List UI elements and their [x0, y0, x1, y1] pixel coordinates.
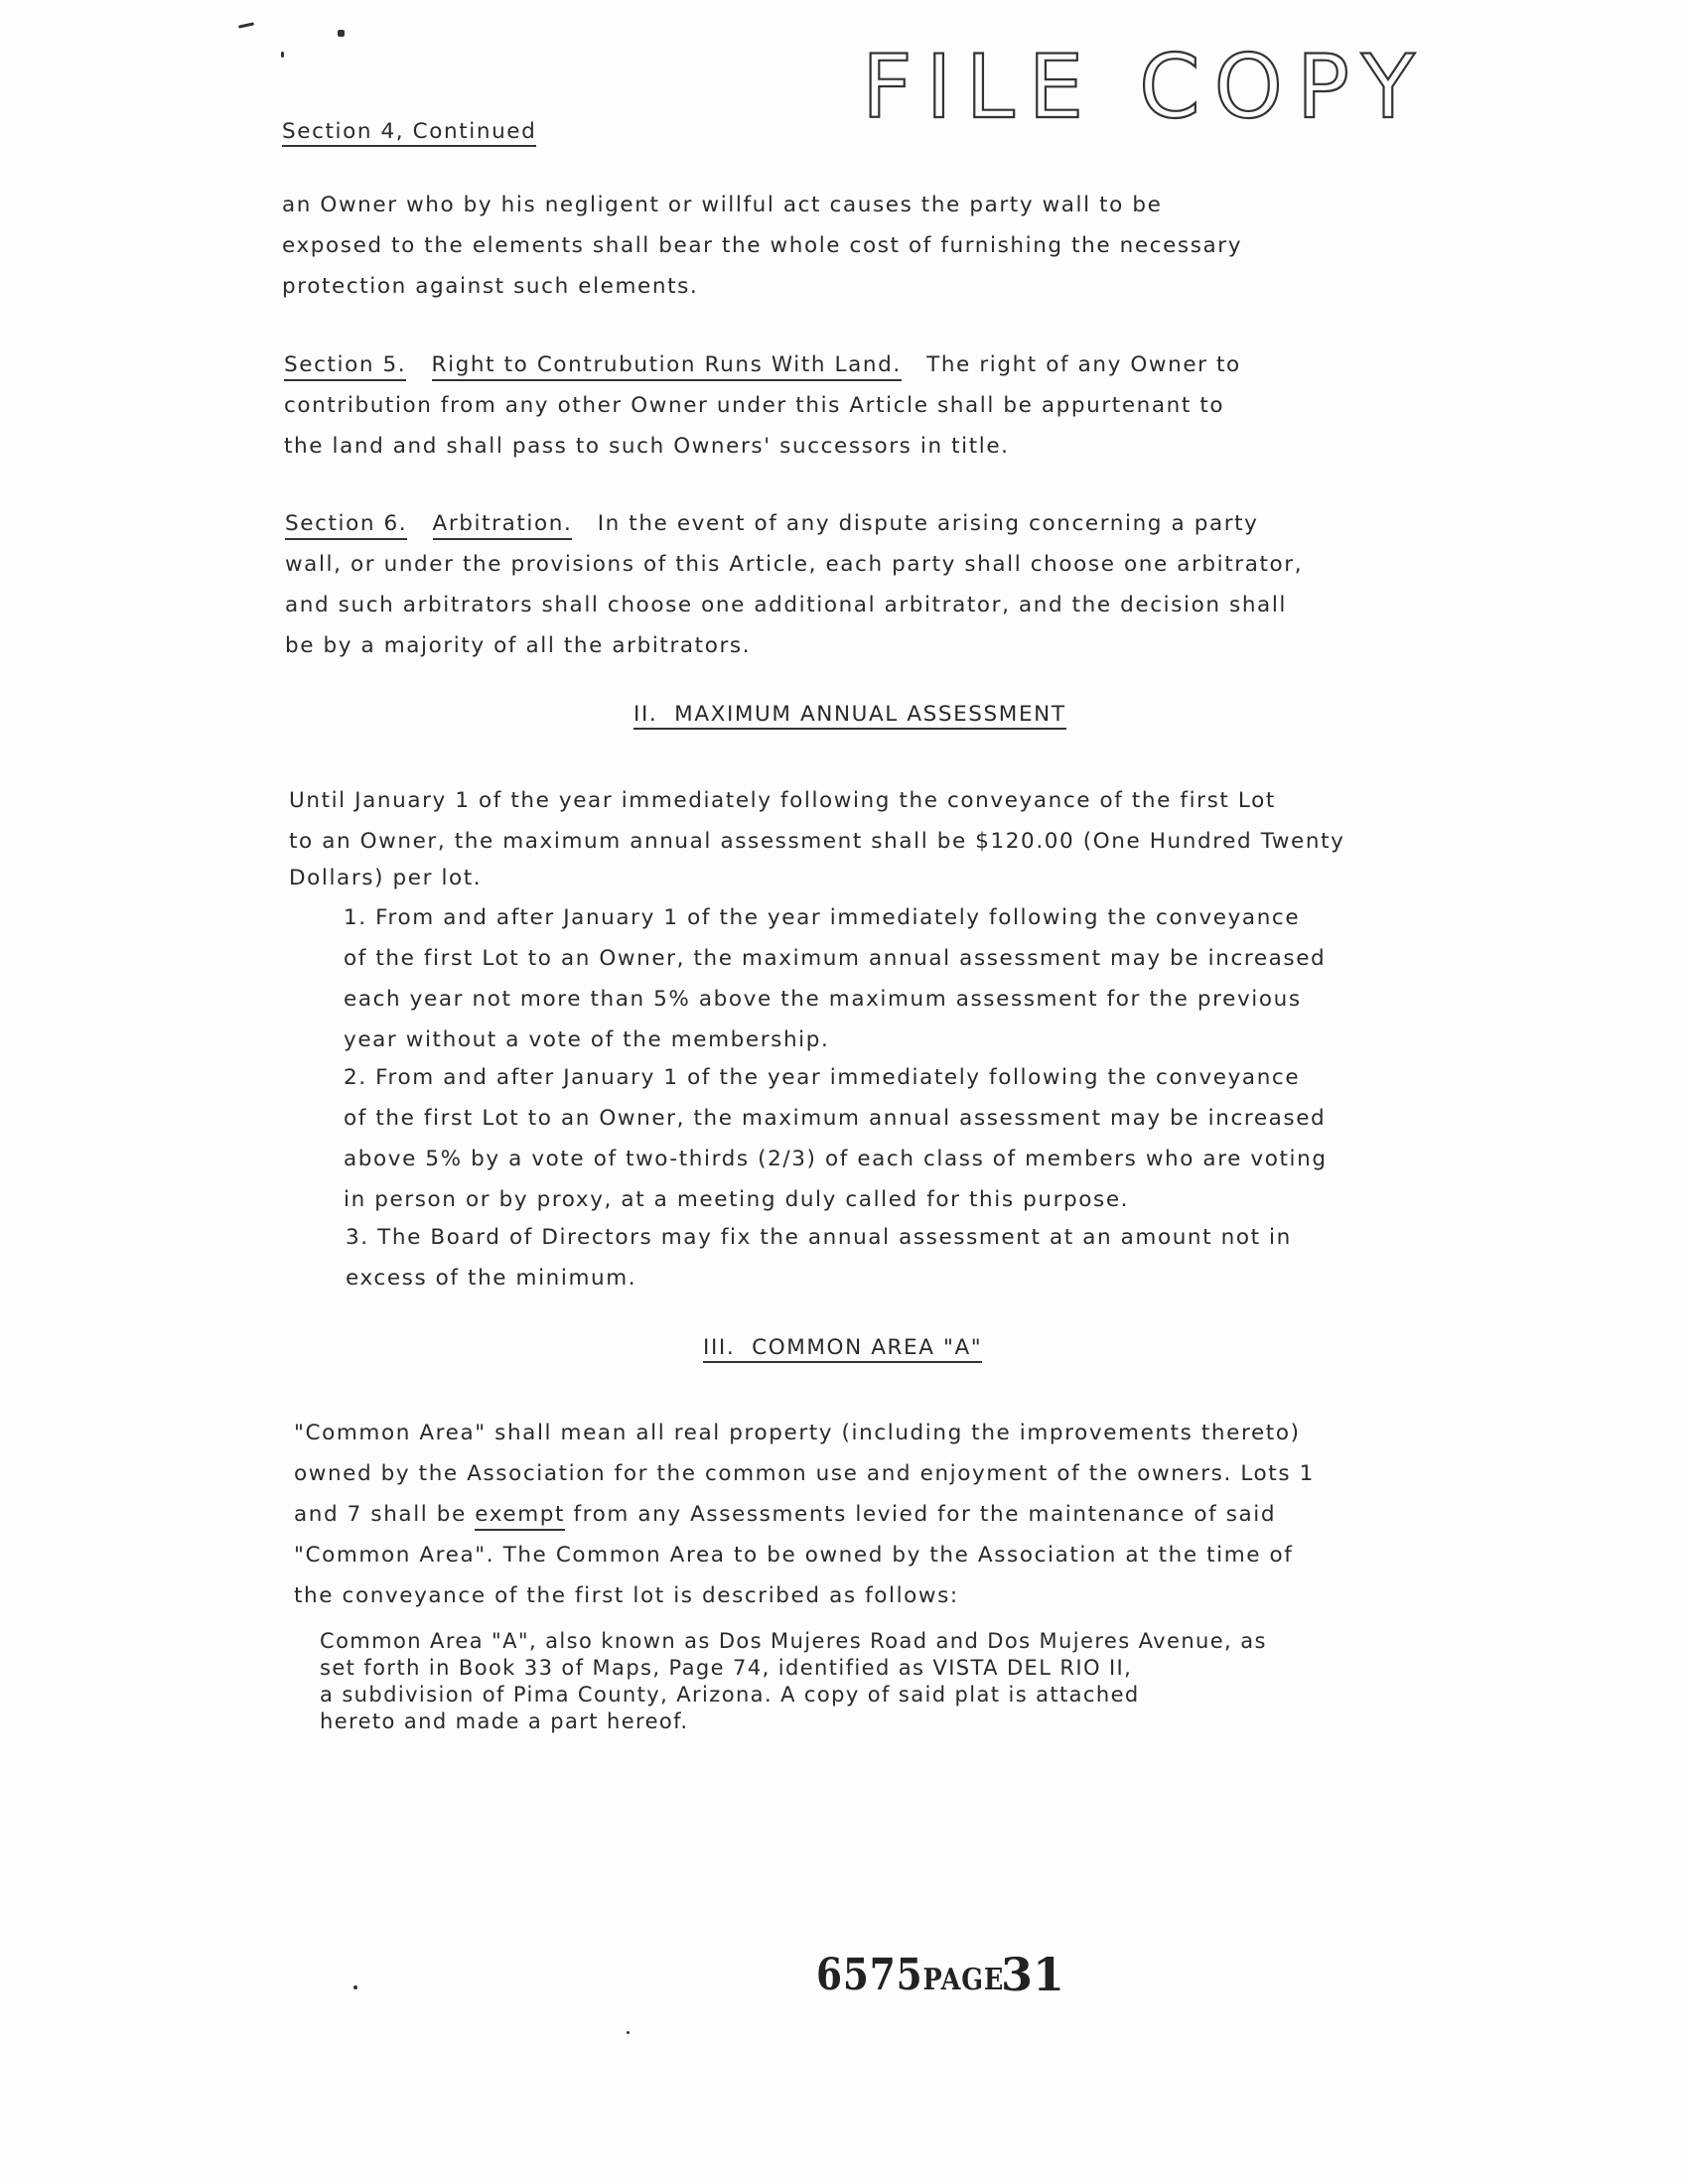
text-line: and 7 shall be	[294, 1502, 467, 1527]
text-line: the land and shall pass to such Owners' successors in title.	[284, 434, 1010, 459]
text-line: exposed to the elements shall bear the whole cost of furnishing the necessary	[282, 233, 1243, 258]
assessment-item-2	[344, 1057, 1328, 1220]
text-line: hereto and made a part hereof.	[320, 1709, 689, 1733]
text-line: above 5% by a vote of two-thirds (2/3) of each class of members who are voting	[344, 1147, 1328, 1171]
legal-description	[320, 1628, 1267, 1735]
text-line: each year not more than 5% above the maximum assessment for the previous	[344, 987, 1302, 1012]
section-6-label: Section 6.	[285, 511, 407, 540]
file-copy-stamp: FILE COPY	[862, 36, 1429, 138]
text-line: excess of the minimum.	[346, 1266, 637, 1291]
book-number: 6575	[816, 1950, 923, 2000]
page-label: PAGE	[922, 1963, 1005, 1997]
text-line: Until January 1 of the year immediately following the conveyance of the first Lot	[289, 788, 1276, 813]
section-5	[284, 344, 1241, 467]
assessment-item-3	[346, 1217, 1292, 1298]
scan-speck	[353, 1985, 357, 1989]
text-line: The right of any Owner to	[926, 352, 1241, 377]
text-line: Common Area "A", also known as Dos Mujeres Road and Dos Mujeres Avenue, as	[320, 1629, 1267, 1653]
scan-speck	[281, 52, 284, 58]
text-line: owned by the Association for the common use and enjoyment of the owners. Lots 1	[294, 1461, 1315, 1486]
text-line: the conveyance of the first lot is described as follows:	[294, 1583, 959, 1608]
section-6	[285, 503, 1303, 666]
text-line: 1. From and after January 1 of the year immediately following the conveyance	[344, 905, 1301, 930]
text-line: "Common Area" shall mean all real property (including the improvements thereto)	[294, 1421, 1301, 1445]
text-line: 3. The Board of Directors may fix the annual assessment at an amount not in	[346, 1225, 1292, 1250]
text-line: In the event of any dispute arising concerning a party	[597, 511, 1259, 536]
text-line: of the first Lot to an Owner, the maximum annual assessment may be increased	[344, 946, 1327, 971]
common-area-definition	[294, 1413, 1315, 1616]
text-line: contribution from any other Owner under this Article shall be appurtenant to	[284, 393, 1225, 418]
text-line: set forth in Book 33 of Maps, Page 74, identified as VISTA DEL RIO II,	[320, 1656, 1133, 1680]
section-5-title: Right to Contrubution Runs With Land.	[432, 352, 902, 381]
text-line: of the first Lot to an Owner, the maximum annual assessment may be increased	[344, 1106, 1327, 1131]
heading-maximum-annual-assessment: II. MAXIMUM ANNUAL ASSESSMENT	[633, 704, 1066, 730]
book-page-stamp	[816, 1950, 1004, 2000]
continued-header: Section 4, Continued	[282, 121, 536, 147]
scan-speck	[338, 30, 345, 37]
text-line: year without a vote of the membership.	[344, 1027, 830, 1052]
exempt-underlined: exempt	[475, 1502, 565, 1531]
text-line: "Common Area". The Common Area to be owned by the Association at the time of	[294, 1543, 1294, 1568]
text-line: to an Owner, the maximum annual assessment shall be $120.00 (One Hundred Twenty	[289, 829, 1345, 854]
text-line: an Owner who by his negligent or willful act causes the party wall to be	[282, 193, 1163, 217]
section-6-title: Arbitration.	[433, 511, 573, 540]
text-line: wall, or under the provisions of this Article, each party shall choose one arbitrator,	[285, 552, 1304, 577]
text-line: from any Assessments levied for the maintenance of said	[573, 1502, 1277, 1527]
text-line: and such arbitrators shall choose one additional arbitrator, and the decision shall	[285, 593, 1287, 617]
scan-speck	[238, 22, 254, 28]
text-line: protection against such elements.	[282, 274, 699, 299]
assessment-intro	[289, 780, 1344, 895]
text-line: be by a majority of all the arbitrators.	[285, 633, 752, 658]
text-line: 2. From and after January 1 of the year immediately following the conveyance	[344, 1065, 1301, 1090]
scan-speck	[627, 2031, 630, 2034]
text-line: in person or by proxy, at a meeting duly called for this purpose.	[344, 1187, 1130, 1212]
page-number: 31	[1001, 1948, 1065, 2001]
assessment-item-1	[344, 897, 1326, 1060]
heading-common-area-a: III. COMMON AREA "A"	[703, 1337, 982, 1363]
text-line: a subdivision of Pima County, Arizona. A copy of said plat is attached	[320, 1683, 1140, 1706]
intro-paragraph	[282, 185, 1242, 307]
text-line: Dollars) per lot.	[289, 866, 483, 890]
section-5-label: Section 5.	[284, 352, 406, 381]
